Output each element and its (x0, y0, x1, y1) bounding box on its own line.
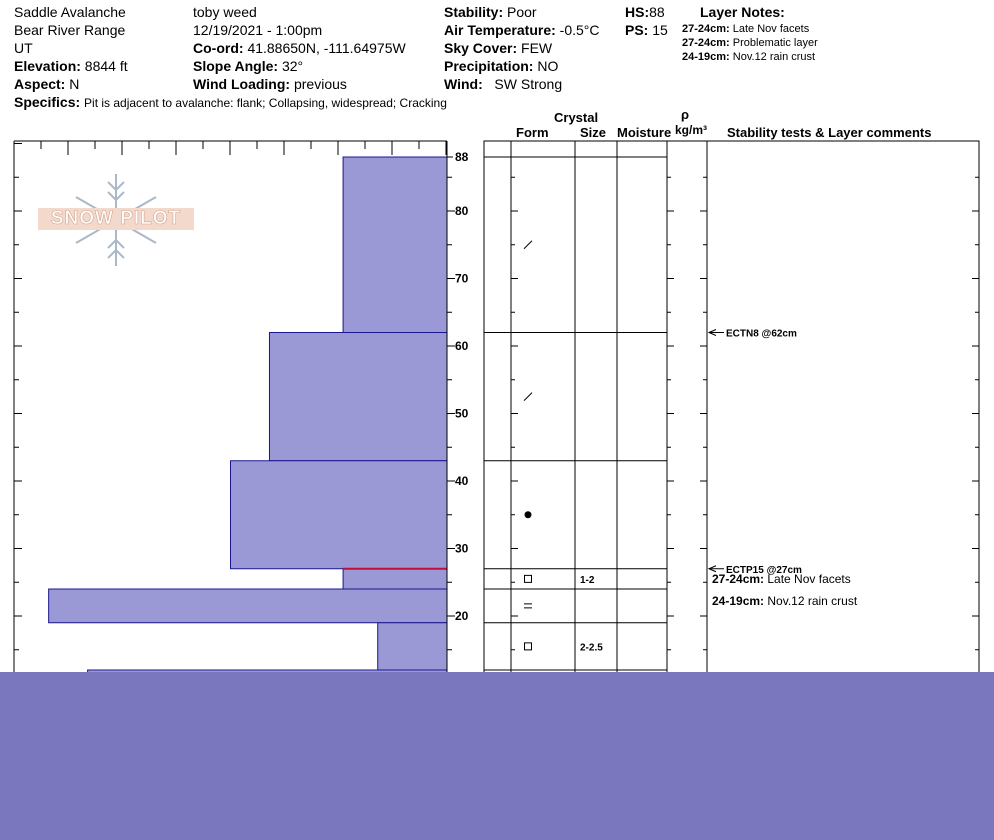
height-tick-label: 50 (455, 406, 469, 421)
stability-test-label: ECTN8 @62cm (726, 328, 797, 340)
hardness-bar (343, 569, 447, 589)
form-column-header: Form (516, 125, 549, 140)
layer-note: 24-19cm: Nov.12 rain crust (682, 51, 816, 63)
hardness-bar (269, 333, 447, 461)
crystal-form-square (525, 575, 532, 582)
crystal-form-slash (524, 393, 532, 401)
comments-column-header: Stability tests & Layer comments (727, 125, 932, 140)
precipitation-field: Precipitation: NO (444, 58, 559, 74)
stability-test-label: ECTP15 @27cm (726, 564, 802, 576)
height-tick-label: 40 (455, 474, 469, 488)
hs-field: HS:88 (625, 4, 665, 20)
size-column-header: Size (580, 125, 607, 140)
stability-field: Stability: Poor (444, 4, 537, 20)
layer-note: 27-24cm: Problematic layer (682, 37, 818, 49)
hardness-bar (378, 623, 447, 670)
state-name: UT (14, 40, 33, 56)
density-symbol: ρ (681, 107, 690, 122)
wind-loading-field: Wind Loading: previous (193, 76, 347, 92)
air-temperature-field: Air Temperature: -0.5°C (444, 22, 600, 38)
hardness-bar (231, 461, 448, 569)
range-name: Bear River Range (14, 22, 126, 38)
layer-notes-title: Layer Notes: (700, 4, 785, 20)
ps-field: PS: 15 (625, 22, 668, 38)
density-unit: kg/m³ (675, 123, 708, 137)
coordinates-field: Co-ord: 41.88650N, -111.64975W (193, 40, 406, 56)
crystal-size-label: 1-2 (580, 574, 595, 586)
bottom-panel (0, 672, 994, 840)
hardness-bar (49, 589, 447, 623)
layer-comment: 27-24cm: Late Nov facets (712, 571, 851, 586)
height-tick-label: 80 (455, 204, 469, 218)
observation-datetime: 12/19/2021 - 1:00pm (193, 22, 323, 38)
sky-cover-field: Sky Cover: FEW (444, 40, 553, 56)
crystal-column-header: Crystal (554, 110, 599, 125)
snowpilot-logo (38, 170, 194, 270)
crystal-form-square (525, 643, 532, 650)
hardness-bar (343, 157, 447, 333)
specifics-field: Specifics: Pit is adjacent to avalanche: flank; Collapsing, widespread; Cracking (14, 94, 447, 110)
aspect-field: Aspect: N (14, 76, 80, 92)
height-tick-label: 60 (455, 339, 469, 353)
slope-angle-field: Slope Angle: 32° (193, 58, 304, 74)
height-tick-label: 88 (455, 150, 469, 164)
elevation-field: Elevation: 8844 ft (14, 58, 128, 74)
crystal-form-dot (525, 511, 532, 518)
height-tick-label: 20 (455, 609, 469, 623)
height-tick-label: 70 (455, 271, 469, 286)
location-name: Saddle Avalanche (14, 4, 126, 20)
layer-comment: 24-19cm: Nov.12 rain crust (712, 594, 858, 609)
moisture-column-header: Moisture (617, 125, 672, 140)
stability-tests (709, 329, 858, 609)
wind-field: Wind: SW Strong (444, 76, 563, 92)
observer-name: toby weed (193, 4, 257, 20)
layer-note: 27-24cm: Late Nov facets (682, 23, 810, 35)
crystal-forms (524, 241, 603, 654)
crystal-size-label: 2-2.5 (580, 642, 603, 654)
crystal-form-slash (524, 241, 532, 249)
height-tick-label: 30 (455, 541, 469, 556)
logo-text: SNOW PILOT (38, 208, 194, 230)
